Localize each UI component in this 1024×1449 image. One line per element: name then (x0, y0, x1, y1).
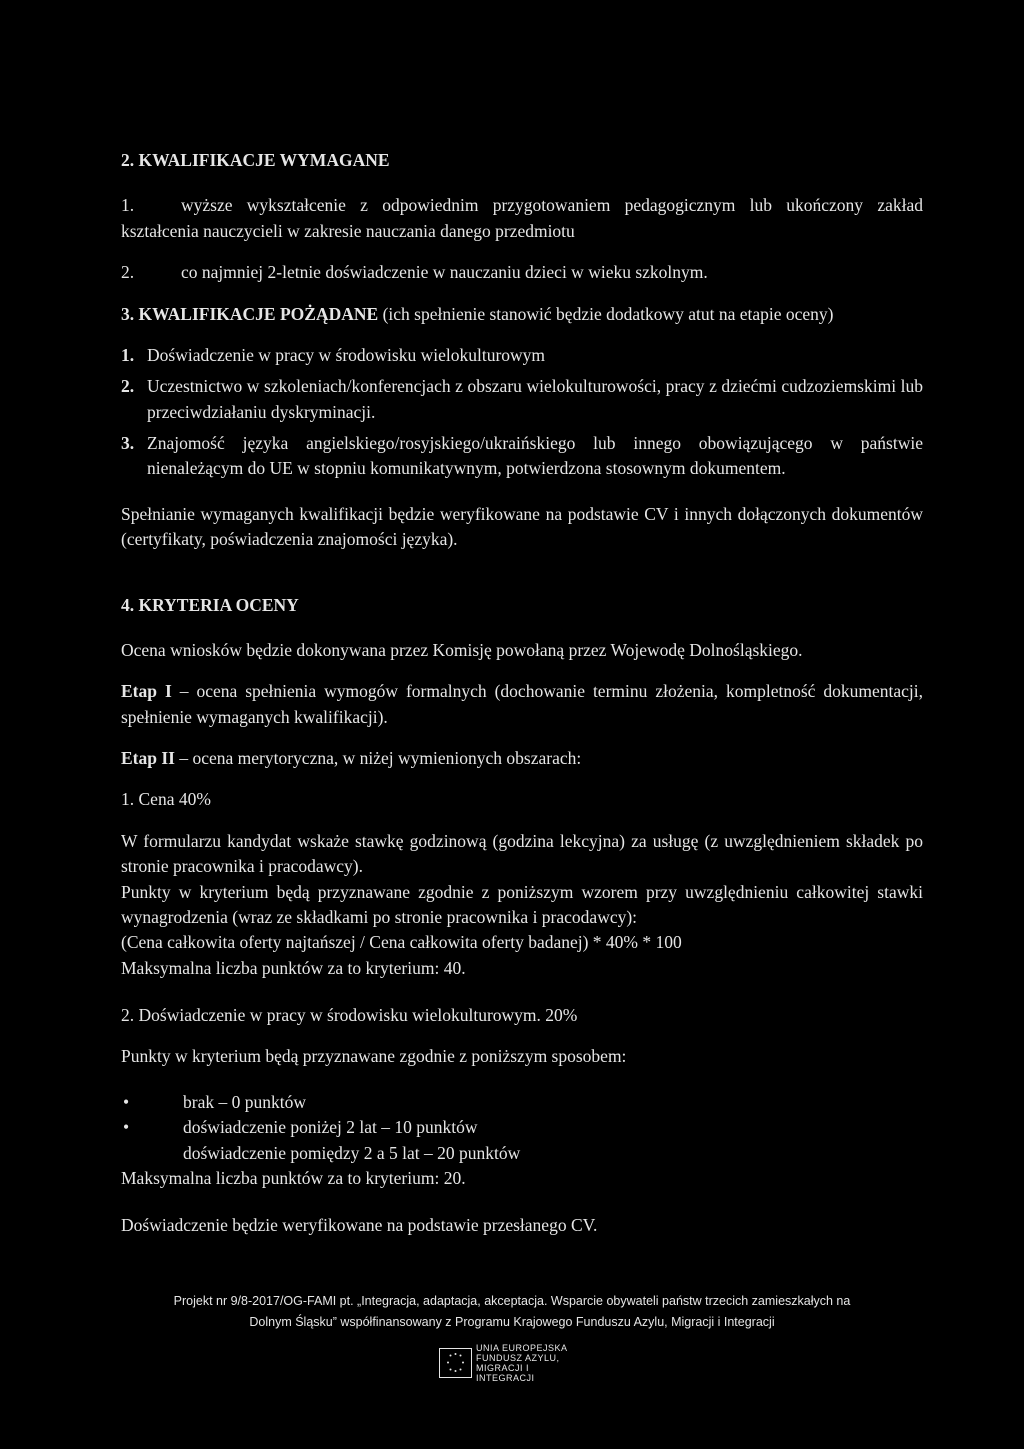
eu-fund-logo (439, 1343, 587, 1383)
bullet-mark: • (123, 1091, 130, 1112)
criterion-1-line-1: W formularzu kandydat wskaże stawkę godzinową (godzina lekcyjna) za usługę (z uwzględnieniem składek po stronie pracownika i pracodawcy). (121, 830, 923, 877)
verification-paragraph: Spełnianie wymaganych kwalifikacji będzie weryfikowane na podstawie CV i innych dołączonych dokumentów (certyfikaty, poświadczenia znajomości języka). (121, 503, 923, 550)
logo-line: UNIA EUROPEJSKA (476, 1343, 568, 1353)
footer-line-1: Projekt nr 9/8-2017/OG-FAMI pt. „Integracja, adaptacja, akceptacja. Wsparcie obywateli państw trzecich zamieszkałych na (173, 1294, 851, 1308)
bullet-text: doświadczenie poniżej 2 lat – 10 punktów (183, 1117, 478, 1138)
section-3-heading: 3. KWALIFIKACJE POŻĄDANE (121, 303, 379, 324)
etap-2-label: Etap II (121, 748, 175, 768)
etap-1-label: Etap I (121, 681, 172, 702)
etap-2-text: – ocena merytoryczna, w niżej wymienionych obszarach: (174, 748, 582, 768)
list-item (121, 343, 923, 368)
item-text: co najmniej 2-letnie doświadczenie w nauczaniu dzieci w wieku szkolnym. (181, 262, 708, 283)
list-item (121, 1090, 923, 1115)
criterion-1-line-2: Punkty w kryterium będą przyznawane zgodnie z poniższym wzorem przy uwzględnieniu całkowitej stawki wynagrodzenia (wraz ze składkami po stronie pracownika i pracodawcy): (121, 881, 923, 927)
criterion-2-max: Maksymalna liczba punktów za to kryterium: 20. (121, 1167, 466, 1188)
footer-line-2: Dolnym Śląsku” współfinansowany z Programu Krajowego Funduszu Azylu, Migracji i Integracji (249, 1315, 775, 1330)
eu-flag-icon (439, 1348, 472, 1378)
item-number: 1. (121, 344, 135, 365)
item-number: 1. (121, 195, 135, 216)
criterion-2-note: Doświadczenie będzie weryfikowane na podstawie przesłanego CV. (121, 1215, 598, 1236)
criterion-2-intro: Punkty w kryterium będą przyznawane zgodnie z poniższym sposobem: (121, 1046, 627, 1067)
section-4-heading: 4. KRYTERIA OCENY (121, 594, 299, 615)
criterion-2-title: 2. Doświadczenie w pracy w środowisku wielokulturowym. 20% (121, 1005, 578, 1025)
bullet-text: doświadczenie pomiędzy 2 a 5 lat – 20 punktów (183, 1142, 521, 1163)
bullet-mark: • (123, 1117, 130, 1138)
document-page (121, 148, 923, 1255)
section-2-item-1 (121, 193, 923, 244)
section-3-heading-note: (ich spełnienie stanowić będzie dodatkowy atut na etapie oceny) (378, 303, 834, 324)
logo-line: FUNDUSZ AZYLU, (476, 1353, 560, 1363)
logo-line: MIGRACJI I INTEGRACJI (476, 1363, 535, 1383)
list-item (121, 374, 923, 425)
item-text: Doświadczenie w pracy w środowisku wielokulturowym (147, 344, 546, 365)
etap-1-paragraph (121, 679, 923, 730)
page-footer (0, 1291, 1024, 1334)
item-text: wyższe wykształcenie z odpowiednim przygotowaniem pedagogicznym lub ukończony zakład kształcenia nauczycieli w zakresie nauczania danego przedmiotu (121, 195, 923, 241)
logo-text (476, 1343, 587, 1383)
list-item (121, 431, 923, 482)
etap-2-paragraph (121, 746, 923, 771)
evaluation-intro: Ocena wniosków będzie dokonywana przez Komisję powołaną przez Wojewodę Dolnośląskiego. (121, 639, 803, 660)
item-number: 2. (121, 376, 135, 397)
criterion-1-formula: (Cena całkowita oferty najtańszej / Cena całkowita oferty badanej) * 40% * 100 (121, 932, 682, 953)
item-text: Znajomość języka angielskiego/rosyjskiego/ukraińskiego lub innego obowiązującego w państwie nienależącym do UE w stopniu komunikatywnym, potwierdzona stosownym dokumentem. (147, 433, 923, 479)
section-2-item-2 (121, 260, 923, 285)
criterion-1-max: Maksymalna liczba punktów za to kryterium: 40. (121, 957, 466, 978)
bullet-text: brak – 0 punktów (183, 1091, 306, 1112)
item-number: 2. (121, 262, 135, 283)
criterion-1-title: 1. Cena 40% (121, 789, 211, 810)
section-3-heading-paragraph (121, 302, 923, 327)
section-3-list (121, 343, 923, 482)
list-item (121, 1141, 923, 1166)
bullet-mark (121, 1141, 183, 1166)
list-item (121, 1115, 923, 1140)
item-number: 3. (121, 433, 135, 453)
section-2-heading: 2. KWALIFIKACJE WYMAGANE (121, 150, 390, 170)
item-text: Uczestnictwo w szkoleniach/konferencjach z obszaru wielokulturowości, pracy z dziećmi cudzoziemskimi lub przeciwdziałaniu dyskryminacji. (147, 376, 923, 422)
etap-1-text: – ocena spełnienia wymogów formalnych (dochowanie terminu złożenia, kompletność dokumentacji, spełnienie wymaganych kwalifikacji). (121, 681, 923, 727)
criterion-2-bullets (121, 1090, 923, 1166)
